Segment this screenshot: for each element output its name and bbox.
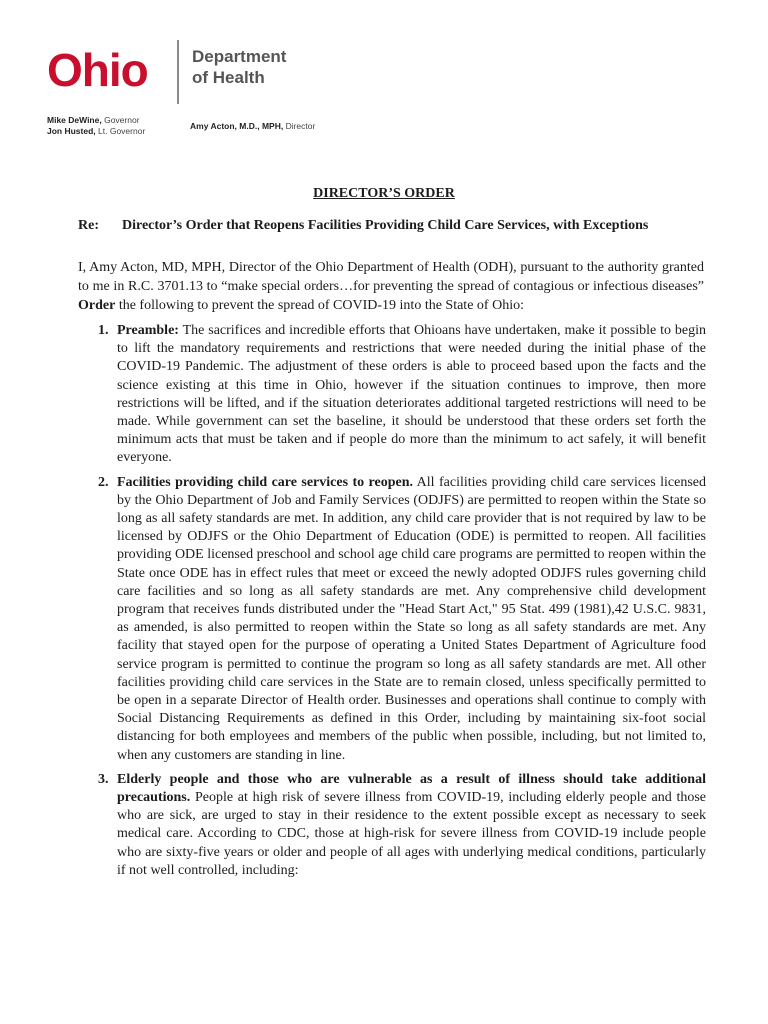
- governor-line: [47, 115, 145, 126]
- intro-text: I, Amy Acton, MD, MPH, Director of the Ohio Department of Health (ODH), pursuant to the authority granted to me in R.C. 3701.13 to “make special orders…for preventing the spread of contagious or infectious diseases”: [78, 260, 704, 294]
- department-line-2: of Health: [192, 68, 265, 87]
- order-item: [78, 322, 706, 468]
- item-number: 1.: [98, 323, 109, 338]
- item-text: People at high risk of severe illness from COVID-19, including elderly people and those who are sick, are urged to stay in their residence to the extent possible except as necessary to seek medical care. According to CDC, those at high-risk for severe illness from COVID-19 include people who are sixty-five years or older and people of all ages with underlying medical conditions, particularly if not well controlled, including:: [117, 790, 706, 878]
- lt-governor-title: Lt. Governor: [98, 126, 146, 136]
- subject-label: Re:: [78, 218, 99, 233]
- director-line: [190, 121, 315, 131]
- ohio-logo-text: Ohio: [47, 44, 148, 96]
- lt-governor-line: [47, 126, 145, 137]
- item-number: 2.: [98, 474, 109, 490]
- state-officials: [47, 115, 145, 137]
- director-name: Amy Acton, M.D., MPH,: [190, 121, 284, 131]
- governor-title: Governor: [104, 115, 140, 125]
- department-line-1: Department: [192, 47, 287, 66]
- letterhead-divider: [177, 40, 179, 104]
- intro-order-word: Order: [78, 298, 116, 313]
- item-heading: Preamble:: [117, 323, 179, 338]
- lt-governor-name: Jon Husted,: [47, 126, 96, 136]
- item-text: The sacrifices and incredible efforts that Ohioans have undertaken, make it possible to begin to lift the mandatory requirements and restrictions that were needed during the initial phase of the COVID-19 Pandemic. The adjustment of these orders is able to proceed based upon the facts and the science existing at this time in Ohio, however if the situation continues to improve, then more restrictions will be lifted, and if the situation deteriorates additional targeted restrictions will need to be made. While government can set the baseline, it should be understood that these orders set forth the minimum acts that must be taken and if people do more than the minimum to act safely, it will benefit everyone.: [117, 323, 706, 466]
- intro-paragraph: [78, 258, 704, 315]
- subject-text: Director’s Order that Reopens Facilities Providing Child Care Services, with Exceptions: [122, 218, 649, 233]
- governor-name: Mike DeWine,: [47, 115, 102, 125]
- item-text: All facilities providing child care services licensed by the Ohio Department of Job and Family Services (ODJFS) are permitted to reopen within the State so long as all safety standards are met. In addition, any child care provider that is not required by law to be licensed by ODJFS or the Ohio Department of Education (ODE) is permitted to reopen. All facilities providing ODE licensed preschool and school age child care programs are permitted to reopen within the State once ODE has in effect rules that meet or exceed the newly adopted ODJFS rules governing child care facilities and so long as all safety standards are met. Any comprehensive child development program that receives funds distributed under the "Head Start Act," 95 Stat. 499 (1981),42 U.S.C. 9831, as amended, is also permitted to reopen within the State so long as all safety standards are met. Any facility that stayed open for the purpose of operating a United States Department of Agriculture food service program is permitted to continue the program so long as all safety standards are met. All other facilities providing child care services in the State are to remain closed, unless specifically permitted to be open in a separate Director of Health order. Businesses and operations shall continue to comply with Social Distancing Requirements as defined in this Order, including by maintaining six-foot social distancing for both employees and members of the public when possible, including, but not limited to, when any customers are standing in line.: [117, 474, 706, 763]
- order-item: [78, 474, 706, 765]
- subject-line: [78, 218, 648, 234]
- document-title: DIRECTOR’S ORDER: [313, 186, 455, 201]
- item-number: 3.: [98, 771, 109, 787]
- department-name: [192, 46, 286, 88]
- intro-text-end: the following to prevent the spread of COVID-19 into the State of Ohio:: [118, 298, 524, 313]
- item-heading: Elderly people and those who are vulnerable as a result of illness should take additional precautions.: [117, 771, 706, 806]
- order-item: [78, 771, 706, 880]
- director-title: Director: [285, 121, 316, 131]
- order-items-list: [78, 322, 706, 886]
- item-heading: Facilities providing child care services to reopen.: [117, 474, 414, 490]
